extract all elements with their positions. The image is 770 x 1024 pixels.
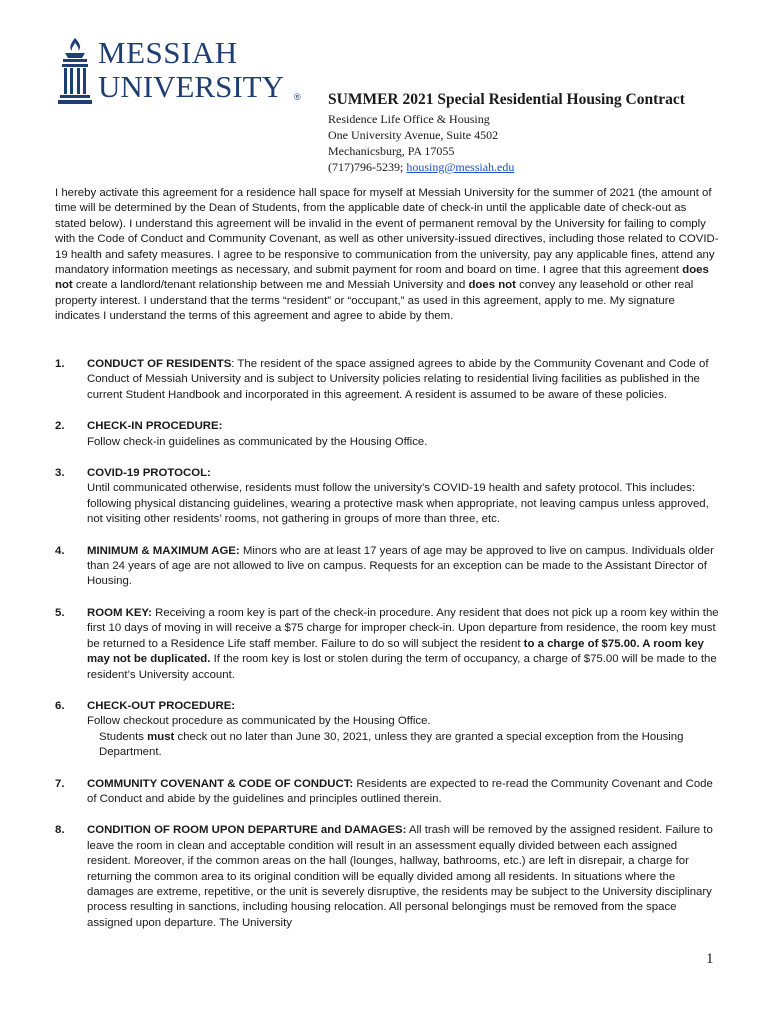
subtext-bold: must [147,730,175,743]
logo-wordmark-line1: MESSIAH [98,35,238,70]
page-number: 1 [706,951,714,967]
office-name: Residence Life Office & Housing [328,112,490,126]
document-title: SUMMER 2021 Special Residential Housing Contract [328,91,685,108]
section-heading: MINIMUM & MAXIMUM AGE: [87,544,240,557]
section-text: Follow check-in guidelines as communicated by the Housing Office. [87,435,428,448]
section-text-1: Receiving a room key is part of the check-in procedure. Any resident that does not pick up a room key within the first 10 days of moving in will receive a $75 charge for improper check-in. Upon departure from residence, the room key must be returned to a Residence Life staff member. Failure to do so will subject the resident [87,606,719,650]
section-heading: COMMUNITY COVENANT & CODE OF CONDUCT: [87,777,354,790]
section-number: 6. [55,699,65,712]
section-heading: CHECK-IN PROCEDURE: [87,420,223,433]
section-min-max-age [55,544,719,590]
section-check-out [55,699,719,761]
section-text: Follow checkout procedure as communicated by the Housing Office. [87,715,431,728]
section-bold-text: to a charge of $75.00. A room key may not be duplicated. [87,637,704,666]
subtext-part-1: Students [99,730,148,743]
section-text: All trash will be removed by the assigned resident. Failure to leave the room in clean and acceptable condition will result in an assessment equally divided between each assigned resident. Moreover, if the common areas on the hall (lounges, hallway, bathrooms, etc.) are left in disrepair, a charge for returning the common area to its original condition will be equally divided among all residents. In situations where the damages are extreme, repetitive, or the unit is severely disruptive, the residents may be subject to the University disciplinary process resulting in sanctions, including housing relocation. All personal belongings must be removed from the space assigned upon departure. The University [87,824,713,929]
registered-mark: ® [294,92,301,102]
section-community-covenant [55,777,719,808]
contact-line [328,159,748,175]
street-address: One University Avenue, Suite 4502 [328,128,499,142]
section-subtext [99,730,719,761]
section-number: 5. [55,606,65,619]
section-heading: CONDITION OF ROOM UPON DEPARTURE and DAMAGES: [87,824,407,837]
section-room-condition [55,823,719,931]
intro-text-3: convey any leasehold or other real property interest. I understand that the terms “resident” or “occupant,” as used in this agreement, apply to me. My signature indicates I understand the terms of this agreement and agree to abide by them. [55,279,694,323]
intro-bold-2: does not [468,279,516,292]
city-state-zip: Mechanicsburg, PA 17055 [328,144,455,158]
section-text: : The resident of the space assigned agrees to abide by the Community Covenant and Code of Conduct of Messiah University and is subject to University policies relating to residential living facilities as published in the current Student Handbook and incorporated in this agreement. A resident is assumed to be aware of these policies. [87,358,709,401]
section-number: 7. [55,777,65,790]
contract-sections [55,357,719,947]
section-number: 2. [55,420,65,433]
section-text: Minors who are at least 17 years of age may be approved to live on campus. Individuals older than 24 years of age are not allowed to live on campus. Requests for an exception can be made to the Assistant Director of Housing. [87,544,714,588]
section-heading: CHECK-OUT PROCEDURE: [87,699,236,712]
phone-number: (717)796-5239; [328,160,404,174]
lamp-tower-icon [56,36,94,106]
email-link[interactable]: housing@messiah.edu [406,160,515,174]
subtext-part-2: check out no later than June 30, 2021, unless they are granted a special exception from the Housing Department. [99,730,684,759]
messiah-university-logo [56,36,306,108]
section-number: 1. [55,358,65,370]
intro-paragraph [55,186,719,325]
section-text-2: If the room key is lost or stolen during the term of occupancy, a charge of $75.00 will be made to the resident’s University account. [87,653,717,681]
section-covid-protocol [55,466,719,528]
section-number: 3. [55,467,65,480]
intro-text-2: create a landlord/tenant relationship between me and Messiah University and [72,279,469,292]
section-heading: CONDUCT OF RESIDENTS [87,358,232,370]
section-check-in [55,419,719,450]
section-text: Until communicated otherwise, residents must follow the university’s COVID-19 health and safety protocol. This includes: following physical distancing guidelines, wearing a protective mask when appropriate, not leaving campus unless approved, not visiting other residents’ rooms, not gathering in groups of more than three, etc. [87,482,709,526]
section-number: 4. [55,544,65,557]
contract-header [328,90,748,175]
intro-text-1: I hereby activate this agreement for a residence hall space for myself at Messiah University for the summer of 2021 (the amount of time will be determined by the Dean of Students, from the applicable date of check-in until the applicable date of check-out as stated below). I understand this agreement will be invalid in the event of permanent removal by the University for failing to comply with the Code of Conduct and Community Covenant, as well as other university-issued directives, including those related to COVID-19 health and safety measures. I agree to be responsive to communication from the university, pay any applicable fines, attend any mandatory information meetings as necessary, and submit payment for room and board on time. I agree that this agreement [55,187,719,277]
section-room-key [55,606,719,683]
section-conduct-of-residents [55,357,719,403]
section-heading: ROOM KEY: [87,606,152,619]
section-heading: COVID-19 PROTOCOL: [87,467,211,480]
section-number: 8. [55,824,65,837]
intro-bold-1: does not [55,264,709,292]
section-text: Residents are expected to re-read the Community Covenant and Code of Conduct and abide by the guidelines and principles outlined therein. [87,777,713,805]
logo-wordmark-line2: UNIVERSITY [98,69,284,104]
